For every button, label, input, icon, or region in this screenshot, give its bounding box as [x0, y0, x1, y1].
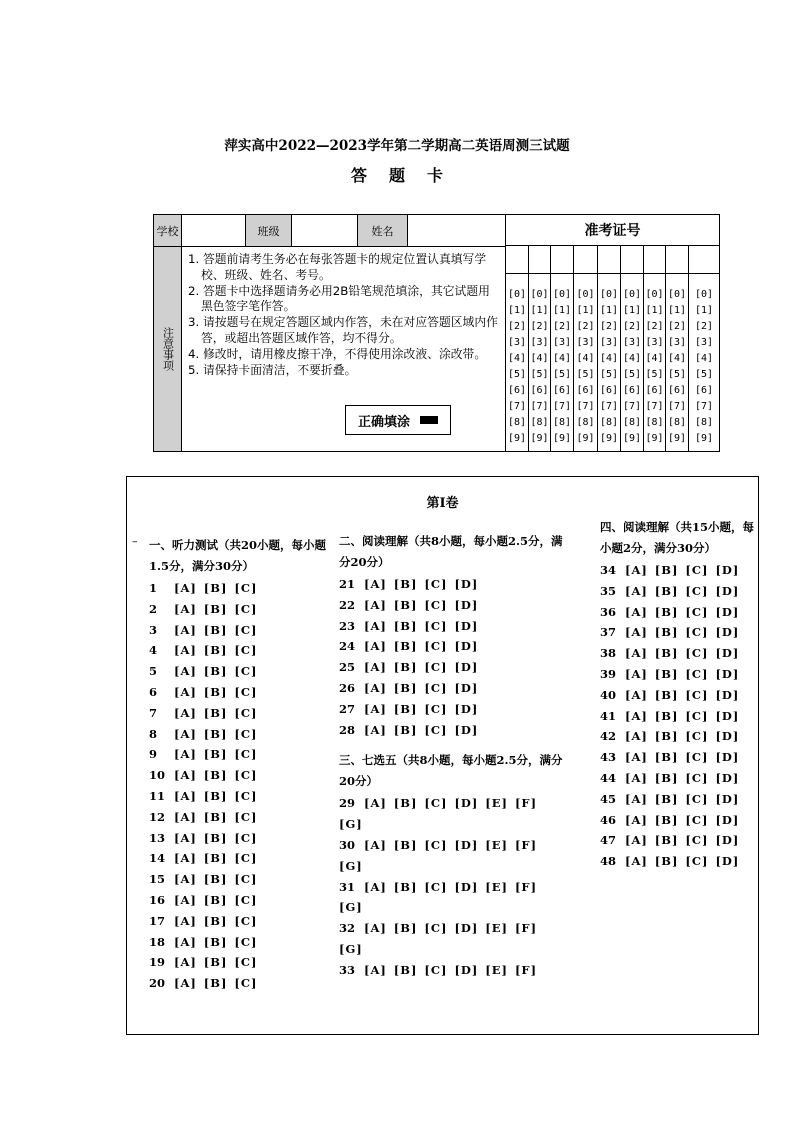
- answer-options[interactable]: [A] [B] [C] [D]: [364, 660, 479, 675]
- question-row: [149, 765, 327, 786]
- answer-options[interactable]: [A] [B] [C] [D]: [625, 770, 740, 785]
- answer-options[interactable]: [A] [B] [C]: [174, 684, 258, 699]
- answer-options-wrap[interactable]: [G]: [339, 817, 363, 832]
- answer-options[interactable]: [A] [B] [C]: [174, 643, 258, 658]
- digit-bubble[interactable]: [0]: [507, 289, 527, 300]
- digit-bubble[interactable]: [5]: [694, 369, 714, 380]
- digit-bubble[interactable]: [9]: [530, 433, 549, 444]
- question-number: 40: [600, 687, 617, 702]
- exam-id-digit-box[interactable]: [598, 246, 620, 274]
- digit-bubble[interactable]: [2]: [507, 321, 527, 332]
- page-title: 萍实高中2022—2023学年第二学期高二英语周测三试题: [224, 138, 570, 154]
- question-row: [600, 581, 758, 602]
- digit-bubble[interactable]: [1]: [667, 305, 687, 316]
- question-number: 16: [149, 892, 166, 907]
- question-row: [600, 622, 758, 643]
- question-number: 19: [149, 955, 166, 970]
- exam-id-digit-box[interactable]: [574, 246, 597, 274]
- question-row: [600, 768, 758, 789]
- class-field[interactable]: [292, 215, 358, 246]
- digit-bubble[interactable]: [1]: [552, 305, 572, 316]
- question-row: [600, 602, 758, 623]
- digit-bubble[interactable]: [8]: [552, 417, 572, 428]
- digit-bubble[interactable]: [0]: [552, 289, 572, 300]
- digit-bubble[interactable]: [1]: [599, 305, 619, 316]
- section-reading: [339, 531, 569, 981]
- question-number: 45: [600, 791, 617, 806]
- answer-options[interactable]: [A] [B] [C] [D]: [625, 646, 740, 661]
- answer-options[interactable]: [A] [B] [C]: [174, 955, 258, 970]
- answer-options[interactable]: [A] [B] [C] [D]: [625, 750, 740, 765]
- question-number: 37: [600, 625, 617, 640]
- question-row: [149, 744, 327, 765]
- question-row: [600, 830, 758, 851]
- section-heading: 二、阅读理解（共8小题，每小题2.5分，满分20分）: [339, 534, 563, 569]
- notice-item: 3. 请按题号在规定答题区域内作答，未在对应答题区域内作答，或超出答题区域作答，均不得分。: [188, 315, 498, 345]
- digit-bubble[interactable]: [4]: [530, 353, 549, 364]
- digit-bubble[interactable]: [6]: [507, 385, 527, 396]
- question-row: [149, 786, 327, 807]
- digit-bubble[interactable]: [5]: [645, 369, 664, 380]
- answer-options[interactable]: [A] [B] [C] [D]: [625, 833, 740, 848]
- question-row: [149, 640, 327, 661]
- exam-id-digit-box[interactable]: [666, 246, 688, 274]
- answer-options[interactable]: [A] [B] [C]: [174, 892, 258, 907]
- exam-id-bubbles: [621, 287, 643, 447]
- info-table: [153, 214, 720, 452]
- question-number: 11: [149, 788, 166, 803]
- question-number: 34: [600, 563, 617, 577]
- question-number: 46: [600, 812, 617, 827]
- exam-id-digit-box[interactable]: [644, 246, 665, 274]
- notice-list: [188, 252, 500, 378]
- exam-id-column[interactable]: [506, 246, 529, 451]
- digit-bubble[interactable]: [2]: [645, 321, 664, 332]
- question-row: [149, 952, 327, 973]
- digit-bubble[interactable]: [0]: [645, 289, 664, 300]
- section-heading: 一、听力测试（共20小题，每小题1.5分，满分30分）: [149, 538, 327, 573]
- question-number: 6: [149, 684, 158, 699]
- correct-fill-example: [345, 405, 451, 435]
- digit-bubble[interactable]: [6]: [622, 385, 642, 396]
- question-number: 47: [600, 833, 617, 848]
- question-number: 17: [149, 913, 166, 928]
- question-number: 41: [600, 708, 617, 723]
- question-number: 7: [149, 705, 158, 720]
- answer-options[interactable]: [A] [B] [C] [D] [E] [F]: [364, 921, 538, 936]
- question-number: 21: [339, 577, 356, 591]
- question-row: [149, 724, 327, 745]
- answer-options-wrap[interactable]: [G]: [339, 941, 363, 956]
- question-number: 35: [600, 583, 617, 598]
- digit-bubble[interactable]: [6]: [694, 385, 714, 396]
- digit-bubble[interactable]: [8]: [599, 417, 619, 428]
- question-number: 30: [339, 837, 356, 852]
- question-number: 25: [339, 660, 356, 675]
- digit-bubble[interactable]: [1]: [694, 305, 714, 316]
- question-row: [600, 810, 758, 831]
- digit-bubble[interactable]: [6]: [599, 385, 619, 396]
- question-number: 8: [149, 726, 158, 741]
- digit-bubble[interactable]: [2]: [552, 321, 572, 332]
- digit-bubble[interactable]: [8]: [530, 417, 549, 428]
- exam-id-column[interactable]: [644, 246, 666, 451]
- exam-id-column[interactable]: [621, 246, 644, 451]
- digit-bubble[interactable]: [0]: [694, 289, 714, 300]
- answer-options[interactable]: [A] [B] [C]: [174, 830, 258, 845]
- answer-options[interactable]: [A] [B] [C]: [174, 788, 258, 803]
- answer-options[interactable]: [A] [B] [C] [D]: [625, 666, 740, 681]
- filled-box-icon: [420, 416, 438, 424]
- question-row: [339, 877, 569, 898]
- answer-options[interactable]: [A] [B] [C]: [174, 622, 258, 637]
- answer-options[interactable]: [A] [B] [C]: [174, 664, 258, 679]
- digit-bubble[interactable]: [7]: [576, 401, 595, 412]
- digit-bubble[interactable]: [9]: [552, 433, 572, 444]
- question-number: 33: [339, 962, 356, 977]
- digit-bubble[interactable]: [2]: [622, 321, 642, 332]
- digit-bubble[interactable]: [3]: [507, 337, 527, 348]
- question-row: [339, 678, 569, 699]
- answer-options[interactable]: [A] [B] [C] [D]: [364, 722, 479, 737]
- question-row: [339, 595, 569, 616]
- digit-bubble[interactable]: [8]: [576, 417, 595, 428]
- digit-bubble[interactable]: [3]: [599, 337, 619, 348]
- question-row: [149, 848, 327, 869]
- digit-bubble[interactable]: [9]: [599, 433, 619, 444]
- digit-bubble[interactable]: [5]: [507, 369, 527, 380]
- digit-bubble[interactable]: [9]: [507, 433, 527, 444]
- question-row: [149, 911, 327, 932]
- digit-bubble[interactable]: [4]: [599, 353, 619, 364]
- digit-bubble[interactable]: [5]: [599, 369, 619, 380]
- digit-bubble[interactable]: [8]: [622, 417, 642, 428]
- exam-id-column[interactable]: [529, 246, 551, 451]
- question-row: [600, 643, 758, 664]
- question-number: 29: [339, 796, 356, 811]
- answer-options[interactable]: [A] [B] [C] [D]: [364, 618, 479, 633]
- exam-id-bubbles: [506, 287, 528, 447]
- digit-bubble[interactable]: [4]: [552, 353, 572, 364]
- question-number: 44: [600, 770, 617, 785]
- exam-id-digit-box[interactable]: [689, 246, 719, 274]
- answer-options[interactable]: [A] [B] [C] [D]: [625, 708, 740, 723]
- digit-bubble[interactable]: [7]: [530, 401, 549, 412]
- answer-options[interactable]: [A] [B] [C] [D]: [625, 854, 740, 869]
- digit-bubble[interactable]: [9]: [694, 433, 714, 444]
- digit-bubble[interactable]: [0]: [530, 289, 549, 300]
- digit-bubble[interactable]: [7]: [552, 401, 572, 412]
- question-number: 10: [149, 768, 166, 783]
- question-row: [339, 793, 569, 814]
- digit-bubble[interactable]: [5]: [552, 369, 572, 380]
- volume-title: 第Ⅰ卷: [426, 496, 459, 511]
- answer-options[interactable]: [A] [B] [C] [D]: [364, 680, 479, 695]
- digit-bubble[interactable]: [2]: [530, 321, 549, 332]
- digit-bubble[interactable]: [0]: [667, 289, 687, 300]
- digit-bubble[interactable]: [5]: [530, 369, 549, 380]
- answer-options[interactable]: [A] [B] [C]: [174, 768, 258, 783]
- answer-options[interactable]: [A] [B] [C] [D]: [625, 729, 740, 744]
- section-heading: 三、七选五（共8小题，每小题2.5分，满分20分）: [339, 753, 563, 789]
- digit-bubble[interactable]: [2]: [667, 321, 687, 332]
- question-row: [149, 620, 327, 641]
- section-reading-2: [600, 517, 758, 872]
- notice-item: 2. 答题卡中选择题请务必用2B铅笔规范填涂，其它试题用黑色签字笔作答。: [188, 283, 490, 314]
- school-label: 学校: [154, 215, 182, 246]
- question-row: [339, 720, 569, 741]
- exam-id-label: 准考证号: [506, 215, 719, 246]
- question-row: [149, 973, 327, 994]
- digit-bubble[interactable]: [9]: [622, 433, 642, 444]
- exam-id-column[interactable]: [598, 246, 621, 451]
- answer-options[interactable]: [A] [B] [C]: [174, 747, 258, 762]
- section-listening: [149, 535, 327, 994]
- answer-options[interactable]: [A] [B] [C] [D] [E] [F]: [364, 796, 538, 811]
- answer-options[interactable]: [A] [B] [C]: [174, 581, 258, 595]
- question-number: 22: [339, 597, 356, 612]
- question-number: 3: [149, 622, 158, 637]
- digit-bubble[interactable]: [3]: [645, 337, 664, 348]
- question-number: 39: [600, 666, 617, 681]
- digit-bubble[interactable]: [4]: [507, 353, 527, 364]
- dash-mark: –: [132, 535, 138, 548]
- question-row: [149, 828, 327, 849]
- digit-bubble[interactable]: [5]: [576, 369, 595, 380]
- digit-bubble[interactable]: [3]: [576, 337, 595, 348]
- question-row: [149, 578, 327, 599]
- exam-id-digit-box[interactable]: [506, 246, 528, 274]
- class-label: 班级: [246, 215, 292, 246]
- question-number: 9: [149, 747, 158, 762]
- digit-bubble[interactable]: [1]: [622, 305, 642, 316]
- school-field[interactable]: [182, 215, 246, 246]
- exam-id-bubbles: [529, 287, 550, 447]
- digit-bubble[interactable]: [9]: [645, 433, 664, 444]
- notice-item: 4. 修改时，请用橡皮擦干净，不得使用涂改液、涂改带。: [188, 346, 487, 361]
- digit-bubble[interactable]: [6]: [576, 385, 595, 396]
- exam-id-bubbles: [644, 287, 665, 447]
- answer-options[interactable]: [A] [B] [C] [D]: [625, 583, 740, 598]
- answer-options[interactable]: [A] [B] [C]: [174, 726, 258, 741]
- digit-bubble[interactable]: [1]: [507, 305, 527, 316]
- digit-bubble[interactable]: [7]: [645, 401, 664, 412]
- answer-options[interactable]: [A] [B] [C] [D]: [625, 812, 740, 827]
- question-number: 36: [600, 604, 617, 619]
- answer-options-wrap[interactable]: [G]: [339, 858, 363, 873]
- question-number: 15: [149, 872, 166, 887]
- digit-bubble[interactable]: [7]: [694, 401, 714, 412]
- question-row: [339, 699, 569, 720]
- notice-item: 1. 答题前请考生务必在每张答题卡的规定位置认真填写学校、班级、姓名、考号。: [188, 252, 487, 282]
- digit-bubble[interactable]: [8]: [694, 417, 714, 428]
- question-row: [149, 869, 327, 890]
- question-number: 2: [149, 601, 158, 616]
- question-number: 1: [149, 581, 158, 595]
- digit-bubble[interactable]: [4]: [576, 353, 595, 364]
- name-field[interactable]: [408, 215, 505, 246]
- digit-bubble[interactable]: [2]: [576, 321, 595, 332]
- digit-bubble[interactable]: [9]: [667, 433, 687, 444]
- answer-options[interactable]: [A] [B] [C]: [174, 934, 258, 949]
- question-row: [149, 661, 327, 682]
- question-row: [600, 664, 758, 685]
- question-row: [600, 851, 758, 872]
- digit-bubble[interactable]: [3]: [694, 337, 714, 348]
- question-number: 18: [149, 934, 166, 949]
- exam-id-column[interactable]: [551, 246, 574, 451]
- digit-bubble[interactable]: [0]: [599, 289, 619, 300]
- answer-options[interactable]: [A] [B] [C] [D] [E] [F]: [364, 879, 538, 894]
- question-row: [339, 835, 569, 856]
- question-number: 48: [600, 854, 617, 869]
- digit-bubble[interactable]: [4]: [667, 353, 687, 364]
- answer-options[interactable]: [A] [B] [C] [D]: [625, 791, 740, 806]
- question-number: 43: [600, 750, 617, 765]
- digit-bubble[interactable]: [7]: [622, 401, 642, 412]
- digit-bubble[interactable]: [6]: [530, 385, 549, 396]
- exam-id-bubbles: [574, 287, 597, 447]
- question-row: [600, 726, 758, 747]
- digit-bubble[interactable]: [4]: [694, 353, 714, 364]
- digit-bubble[interactable]: [1]: [645, 305, 664, 316]
- exam-id-bubbles: [666, 287, 688, 447]
- answer-options[interactable]: [A] [B] [C]: [174, 872, 258, 887]
- digit-bubble[interactable]: [6]: [667, 385, 687, 396]
- digit-bubble[interactable]: [7]: [599, 401, 619, 412]
- question-row: [149, 890, 327, 911]
- answer-options[interactable]: [A] [B] [C] [D]: [364, 639, 479, 654]
- question-row: [149, 599, 327, 620]
- exam-id-column[interactable]: [574, 246, 598, 451]
- digit-bubble[interactable]: [1]: [530, 305, 549, 316]
- answer-options[interactable]: [A] [B] [C] [D] [E] [F]: [364, 837, 538, 852]
- digit-bubble[interactable]: [7]: [507, 401, 527, 412]
- answer-options[interactable]: [A] [B] [C] [D]: [625, 563, 740, 577]
- question-number: 24: [339, 639, 356, 654]
- question-number: 4: [149, 643, 158, 658]
- question-number: 42: [600, 729, 617, 744]
- question-row: [339, 616, 569, 637]
- question-row: [339, 918, 569, 939]
- answer-options[interactable]: [A] [B] [C]: [174, 601, 258, 616]
- question-row: [600, 747, 758, 768]
- answer-options[interactable]: [A] [B] [C] [D]: [625, 604, 740, 619]
- digit-bubble[interactable]: [4]: [622, 353, 642, 364]
- page-subtitle: 答题卡: [350, 166, 465, 185]
- digit-bubble[interactable]: [8]: [645, 417, 664, 428]
- exam-id-digit-box[interactable]: [621, 246, 643, 274]
- answer-options[interactable]: [A] [B] [C] [D]: [625, 625, 740, 640]
- question-number: 13: [149, 830, 166, 845]
- exam-id-bubbles: [689, 287, 719, 447]
- digit-bubble[interactable]: [8]: [667, 417, 687, 428]
- question-row: [600, 789, 758, 810]
- digit-bubble[interactable]: [9]: [576, 433, 595, 444]
- digit-bubble[interactable]: [6]: [645, 385, 664, 396]
- exam-id-digit-box[interactable]: [551, 246, 573, 274]
- question-row: [339, 960, 569, 981]
- answer-options[interactable]: [A] [B] [C] [D]: [364, 577, 479, 591]
- exam-id-bubbles: [551, 287, 573, 447]
- correct-fill-label: 正确填涂: [357, 414, 410, 430]
- question-row: [149, 682, 327, 703]
- question-row: [149, 703, 327, 724]
- question-number: 26: [339, 680, 356, 695]
- digit-bubble[interactable]: [3]: [622, 337, 642, 348]
- digit-bubble[interactable]: [1]: [576, 305, 595, 316]
- notice-item: 5. 请保持卡面清洁，不要折叠。: [188, 362, 357, 377]
- answer-options[interactable]: [A] [B] [C]: [174, 851, 258, 866]
- notice-label: 注意事项: [154, 247, 182, 451]
- question-number: 14: [149, 851, 166, 866]
- name-label: 姓名: [358, 215, 408, 246]
- digit-bubble[interactable]: [7]: [667, 401, 687, 412]
- digit-bubble[interactable]: [3]: [552, 337, 572, 348]
- digit-bubble[interactable]: [8]: [507, 417, 527, 428]
- question-number: 20: [149, 976, 166, 991]
- question-row: [339, 657, 569, 678]
- answer-options[interactable]: [A] [B] [C]: [174, 976, 258, 991]
- question-row: [339, 574, 569, 595]
- exam-id-digit-box[interactable]: [529, 246, 550, 274]
- question-number: 23: [339, 618, 356, 633]
- question-row: [149, 932, 327, 953]
- answer-options[interactable]: [A] [B] [C] [D]: [625, 687, 740, 702]
- digit-bubble[interactable]: [3]: [530, 337, 549, 348]
- answer-options[interactable]: [A] [B] [C] [D] [E] [F]: [364, 962, 538, 977]
- answer-options[interactable]: [A] [B] [C]: [174, 913, 258, 928]
- question-number: 28: [339, 722, 356, 737]
- question-row: [149, 807, 327, 828]
- answer-options[interactable]: [A] [B] [C] [D]: [364, 597, 479, 612]
- exam-id-bubbles: [598, 287, 620, 447]
- question-number: 38: [600, 646, 617, 661]
- digit-bubble[interactable]: [2]: [599, 321, 619, 332]
- question-number: 32: [339, 921, 356, 936]
- digit-bubble[interactable]: [6]: [552, 385, 572, 396]
- question-number: 12: [149, 809, 166, 824]
- question-number: 27: [339, 701, 356, 716]
- digit-bubble[interactable]: [5]: [667, 369, 687, 380]
- answer-options[interactable]: [A] [B] [C]: [174, 705, 258, 720]
- digit-bubble[interactable]: [2]: [694, 321, 714, 332]
- question-row: [600, 706, 758, 727]
- digit-bubble[interactable]: [5]: [622, 369, 642, 380]
- digit-bubble[interactable]: [3]: [667, 337, 687, 348]
- question-row: [339, 636, 569, 657]
- section-heading: 四、阅读理解（共15小题，每小题2分，满分30分）: [600, 520, 755, 555]
- exam-id-column[interactable]: [689, 246, 719, 451]
- question-row: [600, 685, 758, 706]
- question-row: [600, 560, 758, 581]
- exam-id-column[interactable]: [666, 246, 689, 451]
- answer-options[interactable]: [A] [B] [C] [D]: [364, 701, 479, 716]
- answer-options-wrap[interactable]: [G]: [339, 900, 363, 915]
- answer-options[interactable]: [A] [B] [C]: [174, 809, 258, 824]
- question-number: 5: [149, 664, 158, 679]
- digit-bubble[interactable]: [0]: [622, 289, 642, 300]
- digit-bubble[interactable]: [0]: [576, 289, 595, 300]
- question-number: 31: [339, 879, 356, 894]
- answer-area: [126, 476, 759, 1035]
- exam-id-grid: [506, 246, 719, 451]
- digit-bubble[interactable]: [4]: [645, 353, 664, 364]
